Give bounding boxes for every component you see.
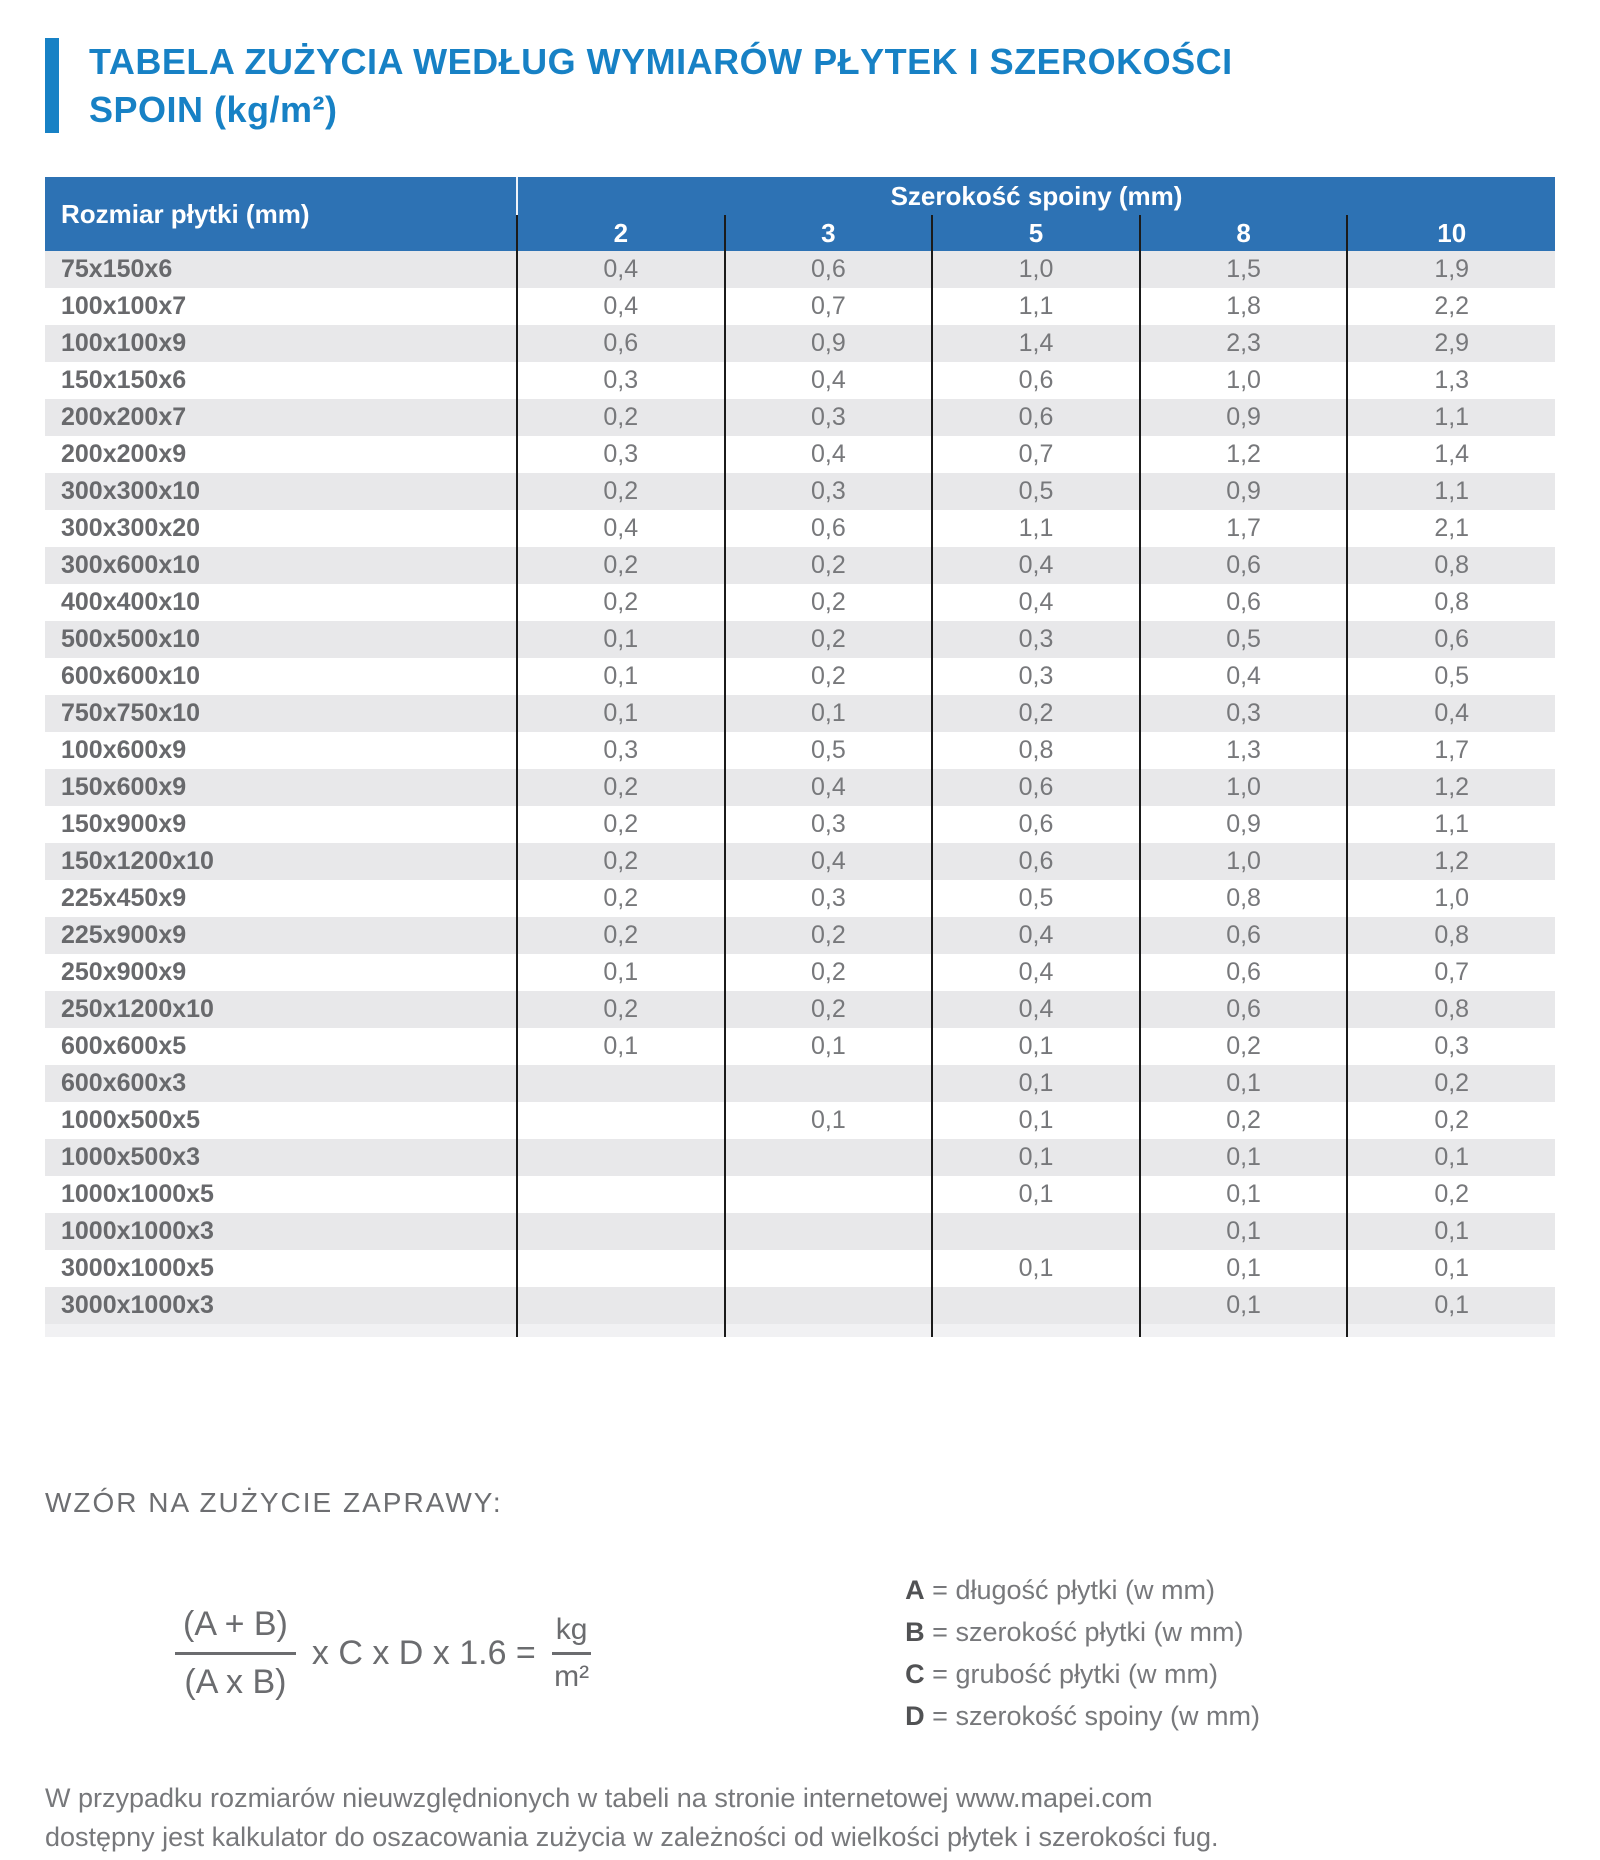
tile-size-cell: 750x750x10 <box>61 699 201 728</box>
legend-text: = szerokość spoiny (w mm) <box>924 1701 1260 1732</box>
page-title-line-1: TABELA ZUŻYCIA WEDŁUG WYMIARÓW PŁYTEK I SZEROKOŚCI <box>89 41 1233 82</box>
consumption-value-cell: 0,3 <box>517 732 725 769</box>
table-row <box>45 510 1555 547</box>
grout-width-column-header: 10 <box>1347 215 1555 251</box>
consumption-value-cell: 1,7 <box>1140 510 1348 547</box>
consumption-value-cell: 0,6 <box>517 325 725 362</box>
formula-section <box>45 1487 1555 1737</box>
grout-width-column-header: 2 <box>517 215 725 251</box>
consumption-value-cell: 0,4 <box>517 288 725 325</box>
table-row <box>45 880 1555 917</box>
bottom-strip-cell <box>517 1324 725 1337</box>
consumption-value-cell: 0,4 <box>725 436 933 473</box>
consumption-value-cell: 0,1 <box>517 695 725 732</box>
consumption-value-cell: 0,3 <box>725 806 933 843</box>
consumption-value-cell: 0,7 <box>725 288 933 325</box>
consumption-value-cell: 0,1 <box>725 695 933 732</box>
consumption-value-cell: 1,9 <box>1347 251 1555 288</box>
consumption-value-cell <box>517 1176 725 1213</box>
tile-size-cell: 100x100x7 <box>61 292 187 321</box>
tile-size-cell: 200x200x9 <box>61 440 187 469</box>
table-row <box>45 658 1555 695</box>
formula-numerator: (A + B) <box>175 1605 296 1655</box>
column-group-header-grout-width: Szerokość spoiny (mm) <box>517 177 1555 215</box>
consumption-value-cell: 0,1 <box>1140 1065 1348 1102</box>
table-row <box>45 547 1555 584</box>
tile-size-cell: 150x900x9 <box>61 810 187 839</box>
formula-fraction <box>175 1605 296 1702</box>
table-row <box>45 325 1555 362</box>
consumption-value-cell: 0,2 <box>517 473 725 510</box>
legend-symbol: B <box>905 1617 925 1648</box>
table-header <box>45 177 1555 251</box>
consumption-value-cell: 0,1 <box>517 954 725 991</box>
consumption-value-cell: 1,4 <box>932 325 1140 362</box>
consumption-value-cell: 0,5 <box>1347 658 1555 695</box>
consumption-value-cell: 0,4 <box>932 917 1140 954</box>
footer-note-line-2: dostępny jest kalkulator do oszacowania zużycia w zależności od wielkości płytek i szerokości fug. <box>45 1822 1219 1853</box>
tile-size-cell: 75x150x6 <box>61 255 173 284</box>
bottom-strip-cell <box>725 1324 933 1337</box>
consumption-value-cell: 0,1 <box>1140 1139 1348 1176</box>
consumption-value-cell: 1,1 <box>1347 806 1555 843</box>
table-row <box>45 769 1555 806</box>
consumption-value-cell: 0,4 <box>932 584 1140 621</box>
consumption-value-cell: 0,2 <box>725 917 933 954</box>
consumption-value-cell: 0,2 <box>517 769 725 806</box>
consumption-value-cell: 0,1 <box>1347 1139 1555 1176</box>
legend-symbol: C <box>905 1659 925 1690</box>
consumption-value-cell: 0,1 <box>1347 1213 1555 1250</box>
consumption-value-cell <box>517 1065 725 1102</box>
consumption-value-cell <box>725 1287 933 1324</box>
consumption-value-cell: 0,1 <box>1140 1250 1348 1287</box>
consumption-value-cell: 0,5 <box>725 732 933 769</box>
consumption-value-cell <box>517 1102 725 1139</box>
consumption-value-cell <box>932 1287 1140 1324</box>
footer-note-line-1: W przypadku rozmiarów nieuwzględnionych w tabeli na stronie internetowej www.mapei.com <box>45 1783 1153 1814</box>
consumption-value-cell: 0,2 <box>517 584 725 621</box>
consumption-value-cell: 1,0 <box>1140 769 1348 806</box>
grout-width-column-header: 8 <box>1140 215 1348 251</box>
table-row <box>45 1102 1555 1139</box>
consumption-value-cell: 0,8 <box>932 732 1140 769</box>
bottom-strip-cell <box>932 1324 1140 1337</box>
consumption-value-cell: 0,1 <box>517 1028 725 1065</box>
table-row <box>45 843 1555 880</box>
tile-size-cell: 1000x500x3 <box>61 1143 201 1172</box>
consumption-value-cell: 0,9 <box>1140 473 1348 510</box>
table-row <box>45 1213 1555 1250</box>
tile-size-cell: 150x150x6 <box>61 366 187 395</box>
legend-text: = długość płytki (w mm) <box>924 1575 1215 1606</box>
consumption-value-cell: 0,6 <box>932 806 1140 843</box>
consumption-value-cell: 0,2 <box>517 991 725 1028</box>
table-bottom-strip <box>45 1324 1555 1337</box>
tile-size-cell: 500x500x10 <box>61 625 201 654</box>
consumption-value-cell: 0,1 <box>725 1028 933 1065</box>
consumption-value-cell: 0,8 <box>1347 584 1555 621</box>
consumption-value-cell: 1,2 <box>1140 436 1348 473</box>
legend-item <box>905 1653 1260 1695</box>
consumption-value-cell: 0,6 <box>1140 584 1348 621</box>
consumption-value-cell: 0,1 <box>932 1250 1140 1287</box>
table-row <box>45 362 1555 399</box>
table-row <box>45 1065 1555 1102</box>
consumption-value-cell <box>725 1213 933 1250</box>
consumption-value-cell: 1,0 <box>1140 362 1348 399</box>
table-footer <box>45 1324 1555 1337</box>
consumption-value-cell: 0,2 <box>725 584 933 621</box>
consumption-value-cell: 1,1 <box>932 288 1140 325</box>
legend-item <box>905 1695 1260 1737</box>
formula-unit-numerator: kg <box>552 1613 592 1655</box>
table-row <box>45 621 1555 658</box>
legend-item <box>905 1611 1260 1653</box>
legend-item <box>905 1569 1260 1611</box>
table-row <box>45 695 1555 732</box>
consumption-value-cell: 0,1 <box>932 1139 1140 1176</box>
consumption-value-cell: 0,2 <box>932 695 1140 732</box>
table-row <box>45 584 1555 621</box>
consumption-value-cell: 0,3 <box>1140 695 1348 732</box>
table-row <box>45 436 1555 473</box>
table-row <box>45 917 1555 954</box>
consumption-value-cell: 0,1 <box>725 1102 933 1139</box>
consumption-value-cell <box>725 1176 933 1213</box>
table-header-row-group <box>45 177 1555 215</box>
consumption-value-cell: 1,8 <box>1140 288 1348 325</box>
consumption-value-cell: 0,1 <box>1140 1176 1348 1213</box>
formula-heading: WZÓR NA ZUŻYCIE ZAPRAWY: <box>45 1487 503 1519</box>
consumption-value-cell: 0,4 <box>517 510 725 547</box>
consumption-value-cell: 0,2 <box>1347 1065 1555 1102</box>
consumption-value-cell: 0,2 <box>725 991 933 1028</box>
consumption-value-cell: 2,2 <box>1347 288 1555 325</box>
grout-width-column-header: 5 <box>932 215 1140 251</box>
grout-width-column-header: 3 <box>725 215 933 251</box>
consumption-value-cell: 0,1 <box>517 658 725 695</box>
table-row <box>45 1139 1555 1176</box>
consumption-value-cell: 0,3 <box>725 880 933 917</box>
consumption-value-cell <box>517 1139 725 1176</box>
consumption-value-cell: 0,2 <box>517 843 725 880</box>
consumption-value-cell: 0,4 <box>1140 658 1348 695</box>
tile-size-cell: 200x200x7 <box>61 403 187 432</box>
consumption-value-cell: 0,3 <box>517 436 725 473</box>
table-row <box>45 473 1555 510</box>
consumption-table <box>45 177 1555 1337</box>
formula-legend <box>905 1569 1260 1737</box>
tile-size-cell: 600x600x3 <box>61 1069 187 1098</box>
consumption-value-cell: 0,4 <box>725 843 933 880</box>
column-header-tile-size: Rozmiar płytki (mm) <box>45 177 517 251</box>
tile-size-cell: 225x900x9 <box>61 921 187 950</box>
legend-text: = szerokość płytki (w mm) <box>924 1617 1244 1648</box>
legend-text: = grubość płytki (w mm) <box>924 1659 1218 1690</box>
tile-size-cell: 150x1200x10 <box>61 847 214 876</box>
consumption-formula <box>175 1605 591 1702</box>
consumption-value-cell: 0,2 <box>725 621 933 658</box>
consumption-value-cell: 0,6 <box>1140 991 1348 1028</box>
consumption-value-cell: 0,3 <box>517 362 725 399</box>
consumption-value-cell: 0,5 <box>1140 621 1348 658</box>
title-accent-bar <box>45 38 59 133</box>
consumption-value-cell: 0,6 <box>725 510 933 547</box>
consumption-value-cell: 0,6 <box>932 399 1140 436</box>
formula-row <box>45 1569 1555 1737</box>
table-row <box>45 991 1555 1028</box>
consumption-value-cell: 1,2 <box>1347 843 1555 880</box>
tile-size-cell: 600x600x5 <box>61 1032 187 1061</box>
consumption-value-cell: 2,9 <box>1347 325 1555 362</box>
consumption-value-cell <box>725 1250 933 1287</box>
consumption-value-cell: 0,6 <box>1140 954 1348 991</box>
consumption-value-cell: 1,1 <box>1347 399 1555 436</box>
consumption-value-cell: 1,2 <box>1347 769 1555 806</box>
consumption-value-cell: 0,5 <box>932 880 1140 917</box>
tile-size-cell: 300x600x10 <box>61 551 201 580</box>
consumption-value-cell: 0,2 <box>1140 1102 1348 1139</box>
consumption-value-cell: 0,8 <box>1347 547 1555 584</box>
consumption-value-cell: 0,2 <box>725 547 933 584</box>
consumption-value-cell: 1,0 <box>1347 880 1555 917</box>
table-row <box>45 1028 1555 1065</box>
consumption-value-cell: 0,2 <box>1347 1176 1555 1213</box>
consumption-value-cell: 0,5 <box>932 473 1140 510</box>
table-row <box>45 954 1555 991</box>
consumption-value-cell: 0,9 <box>725 325 933 362</box>
consumption-value-cell: 0,1 <box>517 621 725 658</box>
consumption-value-cell: 0,3 <box>725 473 933 510</box>
tile-size-cell: 300x300x20 <box>61 514 201 543</box>
consumption-value-cell: 0,7 <box>932 436 1140 473</box>
table-row <box>45 732 1555 769</box>
consumption-value-cell: 0,2 <box>1140 1028 1348 1065</box>
consumption-value-cell: 1,1 <box>1347 473 1555 510</box>
tile-size-cell: 100x100x9 <box>61 329 187 358</box>
consumption-value-cell: 0,7 <box>1347 954 1555 991</box>
legend-symbol: A <box>905 1575 925 1606</box>
formula-unit-fraction <box>552 1613 592 1694</box>
consumption-value-cell: 1,7 <box>1347 732 1555 769</box>
consumption-value-cell: 0,2 <box>517 399 725 436</box>
consumption-value-cell <box>517 1250 725 1287</box>
consumption-value-cell: 1,3 <box>1347 362 1555 399</box>
formula-unit-denominator: m² <box>554 1659 590 1693</box>
consumption-value-cell <box>517 1213 725 1250</box>
footer-note <box>45 1779 1555 1857</box>
consumption-value-cell: 0,8 <box>1140 880 1348 917</box>
tile-size-cell: 150x600x9 <box>61 773 187 802</box>
consumption-value-cell: 0,2 <box>517 917 725 954</box>
consumption-value-cell: 0,1 <box>932 1028 1140 1065</box>
table-row <box>45 1287 1555 1324</box>
consumption-value-cell: 0,6 <box>1140 547 1348 584</box>
tile-size-cell: 3000x1000x5 <box>61 1254 214 1283</box>
consumption-value-cell: 1,3 <box>1140 732 1348 769</box>
page-title-line-2: SPOIN (kg/m²) <box>89 88 338 130</box>
consumption-value-cell: 0,6 <box>1140 917 1348 954</box>
consumption-value-cell: 0,6 <box>725 251 933 288</box>
consumption-value-cell: 1,1 <box>932 510 1140 547</box>
consumption-value-cell <box>932 1213 1140 1250</box>
consumption-value-cell: 0,1 <box>932 1065 1140 1102</box>
consumption-value-cell: 0,8 <box>1347 917 1555 954</box>
consumption-value-cell: 2,1 <box>1347 510 1555 547</box>
table-body <box>45 251 1555 1324</box>
consumption-value-cell: 0,4 <box>932 954 1140 991</box>
consumption-value-cell: 0,4 <box>932 991 1140 1028</box>
consumption-value-cell: 0,1 <box>1140 1287 1348 1324</box>
consumption-value-cell: 0,9 <box>1140 399 1348 436</box>
consumption-value-cell: 1,4 <box>1347 436 1555 473</box>
formula-denominator: (A x B) <box>184 1662 287 1701</box>
consumption-value-cell: 0,4 <box>725 769 933 806</box>
legend-symbol: D <box>905 1701 925 1732</box>
consumption-value-cell: 0,1 <box>1140 1213 1348 1250</box>
table-row <box>45 1176 1555 1213</box>
table-row <box>45 288 1555 325</box>
bottom-strip-cell <box>1347 1324 1555 1337</box>
consumption-value-cell: 0,1 <box>1347 1287 1555 1324</box>
consumption-value-cell: 0,2 <box>1347 1102 1555 1139</box>
consumption-value-cell: 0,3 <box>725 399 933 436</box>
consumption-value-cell: 2,3 <box>1140 325 1348 362</box>
table-row <box>45 1250 1555 1287</box>
tile-size-cell: 1000x1000x5 <box>61 1180 214 1209</box>
consumption-value-cell: 0,3 <box>932 658 1140 695</box>
consumption-value-cell: 0,2 <box>517 806 725 843</box>
consumption-value-cell: 0,9 <box>1140 806 1348 843</box>
tile-size-cell: 250x900x9 <box>61 958 187 987</box>
consumption-value-cell: 0,4 <box>932 547 1140 584</box>
consumption-value-cell: 0,4 <box>725 362 933 399</box>
consumption-value-cell: 0,3 <box>932 621 1140 658</box>
formula-middle: x C x D x 1.6 = <box>311 1633 536 1672</box>
consumption-value-cell: 0,4 <box>1347 695 1555 732</box>
table-row <box>45 251 1555 288</box>
table-row <box>45 399 1555 436</box>
consumption-value-cell: 0,2 <box>517 547 725 584</box>
page-header <box>45 38 1555 133</box>
tile-size-cell: 400x400x10 <box>61 588 201 617</box>
tile-size-cell: 600x600x10 <box>61 662 201 691</box>
tile-size-cell: 1000x500x5 <box>61 1106 201 1135</box>
tile-size-cell: 225x450x9 <box>61 884 187 913</box>
consumption-value-cell: 0,6 <box>932 843 1140 880</box>
tile-size-cell: 100x600x9 <box>61 736 187 765</box>
bottom-strip-cell <box>45 1324 517 1337</box>
consumption-value-cell: 0,1 <box>932 1102 1140 1139</box>
consumption-value-cell: 0,4 <box>517 251 725 288</box>
consumption-value-cell: 1,0 <box>1140 843 1348 880</box>
consumption-value-cell: 1,0 <box>932 251 1140 288</box>
page-title <box>89 38 1233 133</box>
consumption-value-cell: 0,6 <box>1347 621 1555 658</box>
consumption-value-cell: 0,1 <box>932 1176 1140 1213</box>
tile-size-cell: 300x300x10 <box>61 477 201 506</box>
consumption-value-cell: 0,1 <box>1347 1250 1555 1287</box>
tile-size-cell: 250x1200x10 <box>61 995 214 1024</box>
table-row <box>45 806 1555 843</box>
consumption-value-cell: 0,6 <box>932 362 1140 399</box>
consumption-value-cell: 0,8 <box>1347 991 1555 1028</box>
consumption-value-cell: 0,3 <box>1347 1028 1555 1065</box>
tile-size-cell: 3000x1000x3 <box>61 1291 214 1320</box>
consumption-value-cell: 1,5 <box>1140 251 1348 288</box>
consumption-value-cell <box>725 1139 933 1176</box>
consumption-value-cell <box>725 1065 933 1102</box>
consumption-value-cell: 0,2 <box>725 658 933 695</box>
consumption-value-cell: 0,6 <box>932 769 1140 806</box>
consumption-value-cell: 0,2 <box>725 954 933 991</box>
consumption-value-cell <box>517 1287 725 1324</box>
tile-size-cell: 1000x1000x3 <box>61 1217 214 1246</box>
bottom-strip-cell <box>1140 1324 1348 1337</box>
consumption-value-cell: 0,2 <box>517 880 725 917</box>
